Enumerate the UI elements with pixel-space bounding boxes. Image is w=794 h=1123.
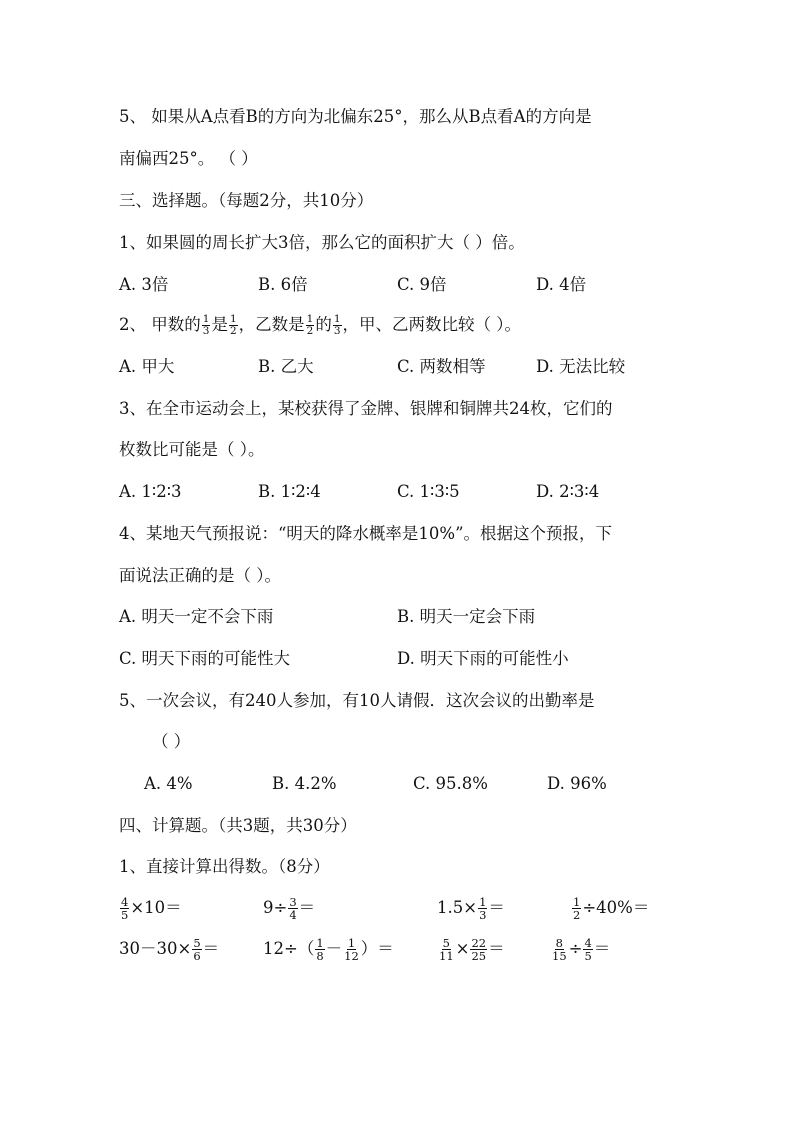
choice-q5-option-b: B. 4.2% (272, 774, 337, 793)
choice-q4-option-c: C. 明天下雨的可能性大 (119, 649, 291, 668)
expression-r1-2: 9÷ $\frac{3}{4}$ ＝ (263, 895, 316, 922)
fraction: $\frac{1}{2}$ (229, 313, 237, 337)
choice-q3-option-b: B. 1∶2∶4 (258, 482, 321, 501)
choice-q5-option-d: D. 96% (547, 774, 607, 793)
section3-title: 三、选择题。（每题2分，共10分） (119, 191, 374, 210)
expression-r1-3: 1.5× $\frac{1}{3}$ ＝ (437, 895, 505, 922)
choice-q1-option-d: D. 4倍 (536, 275, 587, 294)
expression-r2-2: 12÷（ $\frac{1}{8}$ － $\frac{1}{12}$ ）＝ (263, 936, 394, 963)
choice-q4-line1: 4、某地天气预报说：“明天的降水概率是10%”。根据这个预报，下 (119, 524, 613, 543)
expression-r2-3: $\frac{5}{11}$ × $\frac{22}{25}$ ＝ (439, 936, 505, 963)
choice-q1-option-a: A. 3倍 (119, 275, 169, 294)
choice-q4-option-a: A. 明天一定不会下雨 (119, 607, 274, 626)
choice-q2-stem: 2、 甲数的 $\frac{1}{3}$ 是 $\frac{1}{2}$ ，乙数是 $\frac{1}{2}$ 的 $\frac{1}{3}$ ，甲、乙两数比较（ ）。 (119, 313, 521, 337)
choice-q5-line2: （ ） (152, 732, 191, 751)
judge-q5-line1: 5、 如果从A点看B的方向为北偏东25°，那么从B点看A的方向是 (119, 107, 592, 126)
choice-q3-option-a: A. 1∶2∶3 (119, 482, 182, 501)
choice-q2-option-a: A. 甲大 (119, 357, 175, 376)
choice-q2-option-b: B. 乙大 (258, 357, 314, 376)
choice-q2-option-c: C. 两数相等 (397, 357, 486, 376)
choice-q3-line1: 3、在全市运动会上，某校获得了金牌、银牌和铜牌共24枚，它们的 (119, 399, 613, 418)
choice-q5-option-c: C. 95.8% (413, 774, 488, 793)
expression-r1-4: $\frac{1}{2}$ ÷40%＝ (573, 895, 650, 922)
choice-q1-option-c: C. 9倍 (397, 275, 447, 294)
choice-q2-option-d: D. 无法比较 (536, 357, 626, 376)
choice-q3-line2: 枚数比可能是（ ）。 (119, 440, 265, 459)
judge-q5-line2: 南偏西25°。 （ ） (119, 149, 258, 168)
fraction: $\frac{1}{3}$ (333, 313, 341, 337)
fraction: $\frac{1}{3}$ (202, 313, 210, 337)
choice-q3-option-d: D. 2∶3∶4 (536, 482, 600, 501)
section4-title: 四、计算题。（共3题，共30分） (119, 816, 357, 835)
choice-q5-line1: 5、一次会议，有240人参加，有10人请假．这次会议的出勤率是 (119, 691, 595, 710)
expression-r2-4: $\frac{8}{15}$ ÷ $\frac{4}{5}$ ＝ (552, 936, 611, 963)
choice-q1-option-b: B. 6倍 (258, 275, 308, 294)
fraction: $\frac{1}{2}$ (306, 313, 314, 337)
choice-q1-stem: 1、如果圆的周长扩大3倍，那么它的面积扩大（ ）倍。 (119, 233, 525, 252)
choice-q5-option-a: A. 4% (144, 774, 193, 793)
choice-q4-line2: 面说法正确的是（ ）。 (119, 566, 281, 585)
calc-q1-title: 1、直接计算出得数。（8分） (119, 857, 330, 876)
choice-q3-option-c: C. 1∶3∶5 (397, 482, 460, 501)
expression-r2-1: 30－30× $\frac{5}{6}$ ＝ (119, 936, 220, 963)
choice-q4-option-d: D. 明天下雨的可能性小 (397, 649, 569, 668)
expression-r1-1: $\frac{4}{5}$ ×10＝ (121, 895, 182, 922)
choice-q4-option-b: B. 明天一定会下雨 (397, 607, 536, 626)
